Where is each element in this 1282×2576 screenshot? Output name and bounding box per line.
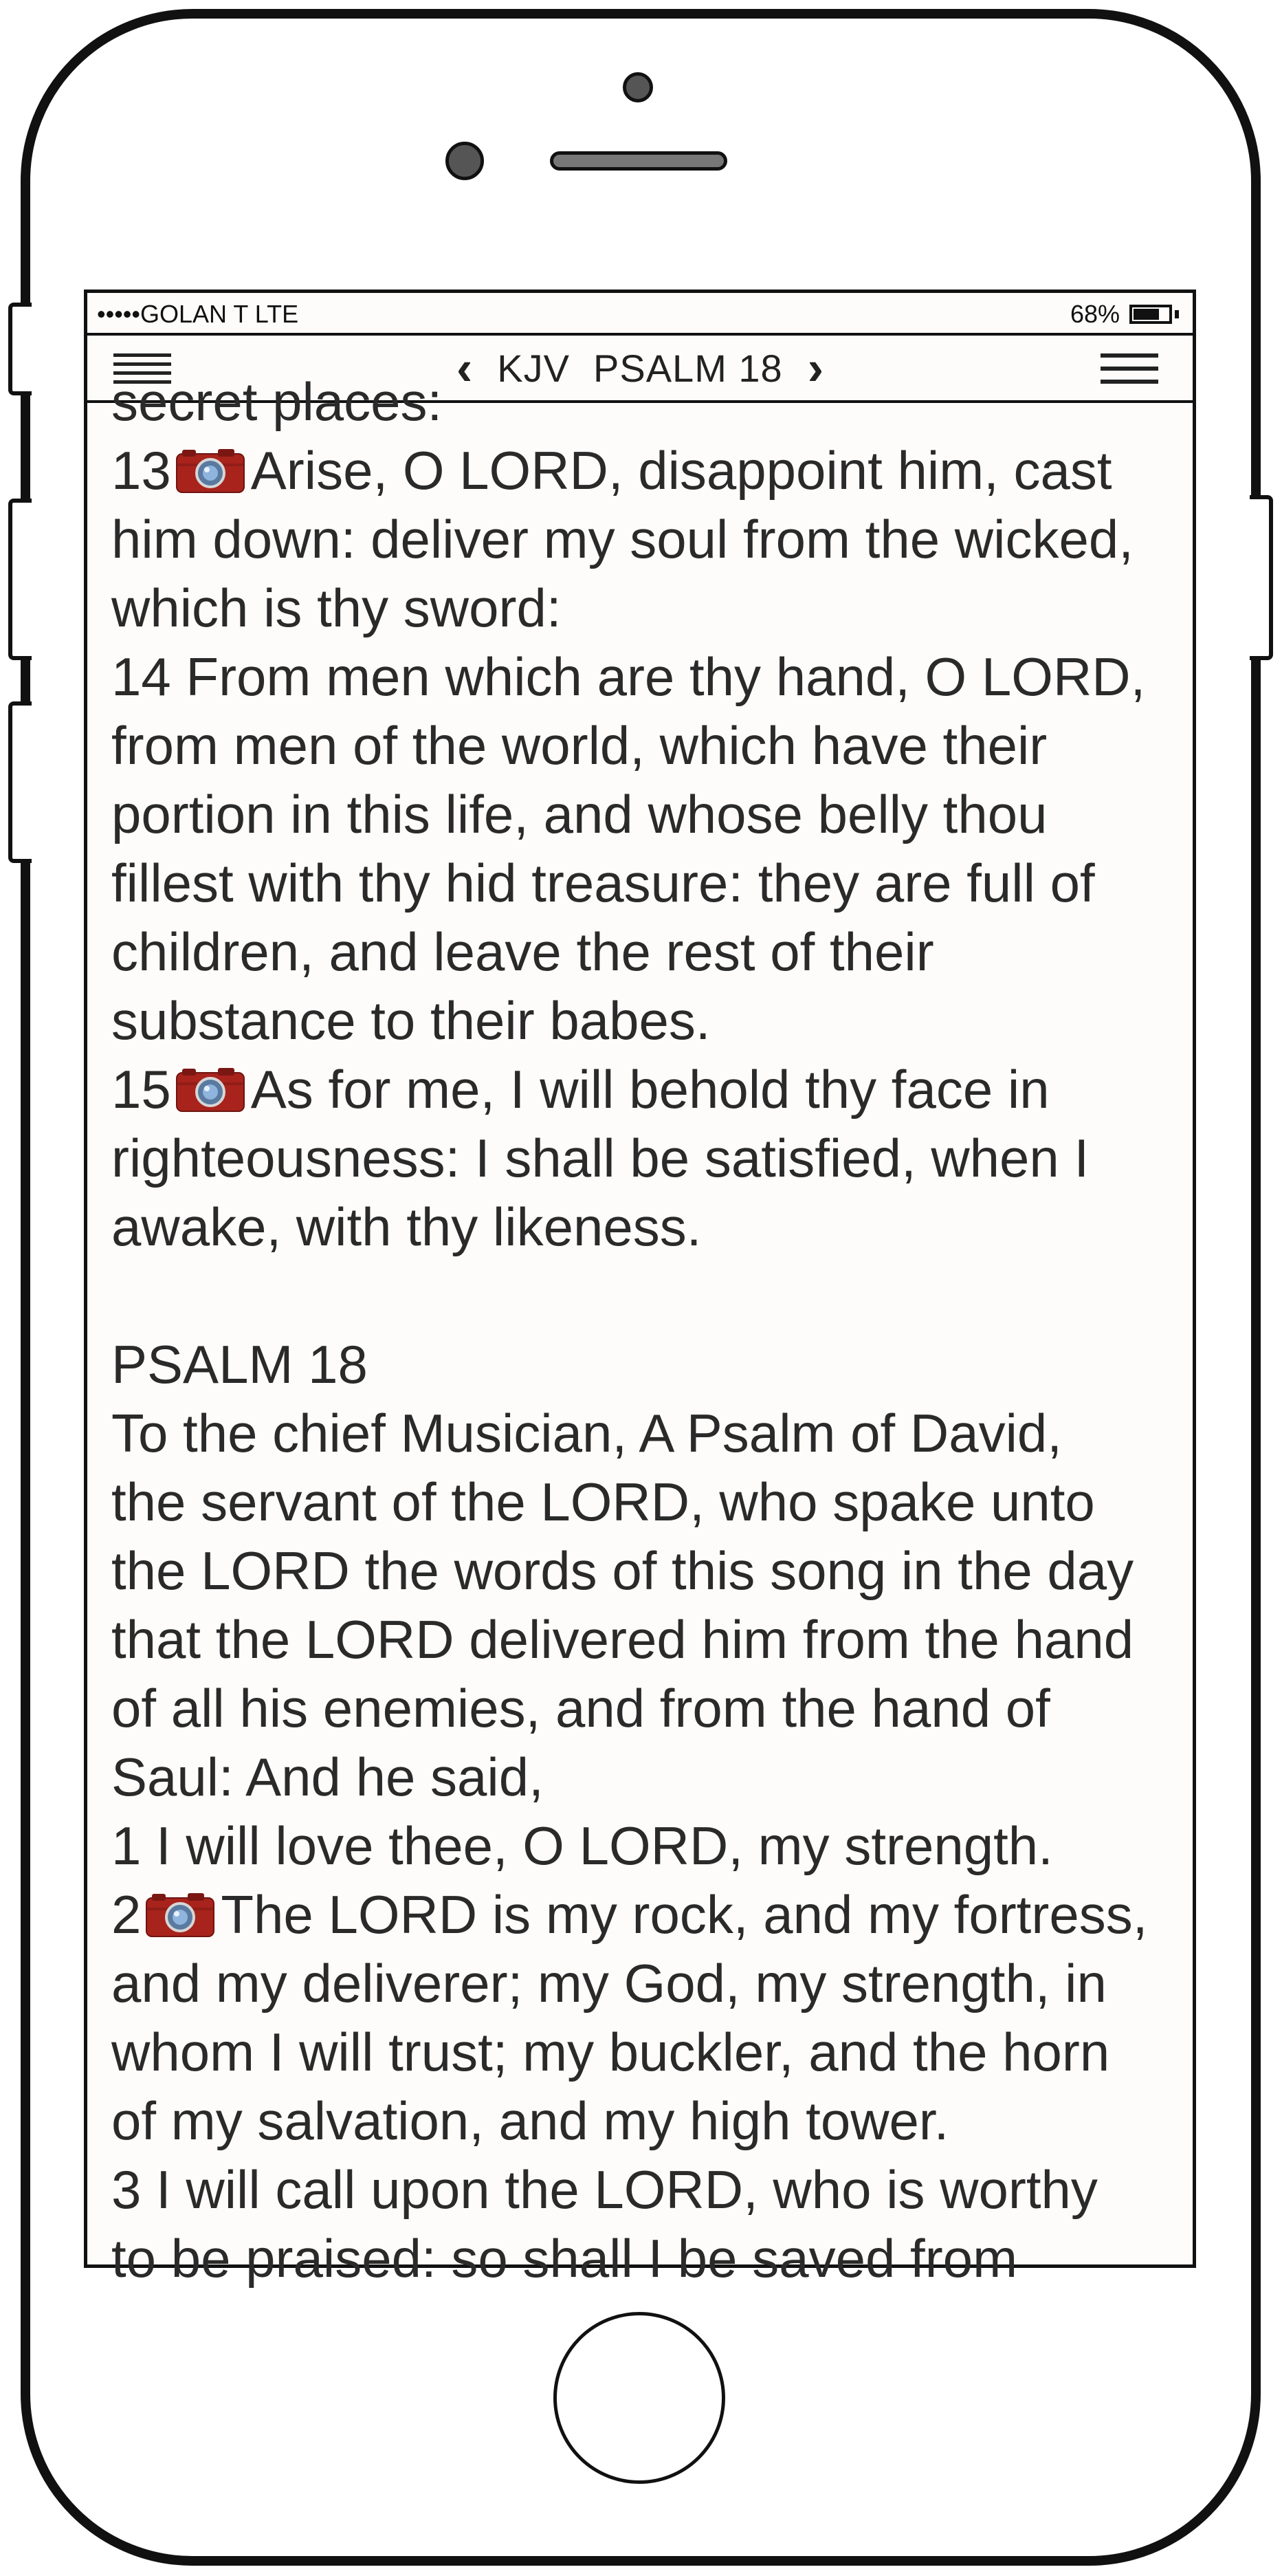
partial-line: secret places: <box>111 371 443 432</box>
verse-line: fillest with thy hid treasure: they are full of <box>111 853 1095 913</box>
psalm-heading: PSALM 18 <box>111 1334 368 1395</box>
verse-number[interactable]: 15 <box>111 1059 171 1120</box>
carrier-label: •••••GOLAN T LTE <box>97 300 299 328</box>
battery-percent: 68% <box>1070 300 1120 328</box>
camera-icon[interactable] <box>175 447 245 494</box>
mute-switch <box>8 303 32 395</box>
verse-line: 14 From men which are thy hand, O LORD, <box>111 646 1146 707</box>
verse-line: awake, with thy likeness. <box>111 1197 702 1257</box>
battery-icon <box>1129 305 1172 324</box>
camera-icon[interactable] <box>175 1066 245 1113</box>
chapter-label[interactable]: PSALM 18 <box>593 346 783 390</box>
verse-line: of my salvation, and my high tower. <box>111 2091 949 2151</box>
superscription-line: To the chief Musician, A Psalm of David, <box>111 1403 1062 1463</box>
verse-number[interactable]: 13 <box>111 440 171 501</box>
proximity-sensor <box>445 142 484 180</box>
superscription-line: that the LORD delivered him from the hand <box>111 1609 1134 1670</box>
verse-line: 1 I will love thee, O LORD, my strength. <box>111 1815 1053 1876</box>
verse-line: whom I will trust; my buckler, and the horn <box>111 2022 1110 2082</box>
camera-icon[interactable] <box>145 1891 215 1938</box>
verse-number[interactable]: 2 <box>111 1884 142 1945</box>
front-camera <box>623 72 653 102</box>
superscription-line: Saul: And he said, <box>111 1747 544 1807</box>
verse-line: portion in this life, and whose belly thou <box>111 784 1048 844</box>
volume-down-button <box>8 701 32 863</box>
power-button <box>1250 495 1273 660</box>
status-bar <box>87 293 1193 336</box>
verse-line: from men of the world, which have their <box>111 715 1048 776</box>
verse-line: children, and leave the rest of their <box>111 921 934 982</box>
verse-text: As for me, I will behold thy face in <box>250 1059 1050 1120</box>
verse-line: substance to their babes. <box>111 990 711 1051</box>
verse-line <box>111 1055 1225 1124</box>
scripture-text <box>111 367 1225 2293</box>
battery-tip <box>1175 310 1179 318</box>
chevron-left-icon[interactable]: ‹ <box>456 341 473 395</box>
battery-group <box>1070 300 1179 329</box>
superscription-line: the servant of the LORD, who spake unto <box>111 1472 1095 1532</box>
home-button[interactable] <box>553 2312 725 2484</box>
verse-line: 3 I will call upon the LORD, who is worthy <box>111 2159 1098 2220</box>
verse-text: Arise, O LORD, disappoint him, cast <box>250 440 1112 501</box>
verse-line <box>111 1880 1225 1949</box>
chevron-right-icon[interactable]: › <box>807 341 824 395</box>
verse-line: righteousness: I shall be satisfied, when I <box>111 1128 1090 1188</box>
verse-line <box>111 436 1225 505</box>
verse-line: to be praised: so shall I be saved from <box>111 2228 1018 2289</box>
superscription-line: the LORD the words of this song in the day <box>111 1540 1134 1601</box>
reading-pane[interactable] <box>111 371 1193 2289</box>
earpiece-speaker <box>550 151 727 171</box>
verse-line: him down: deliver my soul from the wicked, <box>111 509 1134 569</box>
version-label[interactable]: KJV <box>497 346 570 390</box>
verse-line: and my deliverer; my God, my strength, in <box>111 1953 1107 2013</box>
superscription-line: of all his enemies, and from the hand of <box>111 1678 1050 1738</box>
verse-text: The LORD is my rock, and my fortress, <box>221 1884 1148 1945</box>
screen <box>84 290 1196 2289</box>
verse-line: which is thy sword: <box>111 578 562 638</box>
volume-up-button <box>8 499 32 660</box>
